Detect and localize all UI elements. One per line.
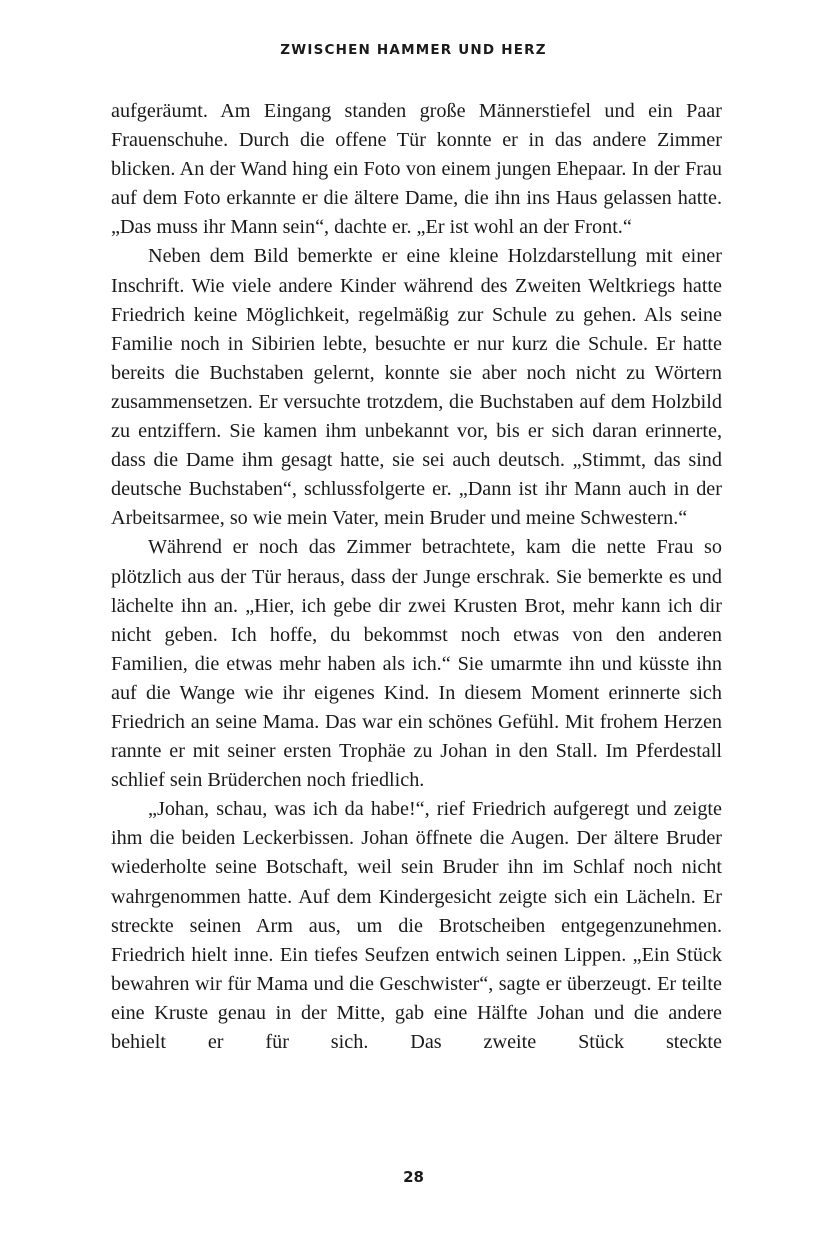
paragraph: aufgeräumt. Am Eingang standen große Männerstiefel und ein Paar Frauenschuhe. Durch die offene Tür konnte er in das andere Zimmer blicken. An der Wand hing ein Foto von einem jungen Ehepaar. In der Frau auf dem Foto erkannte er die ältere Dame, die ihn ins Haus gelassen hatte. „Das muss ihr Mann sein“, dachte er. „Er ist wohl an der Front.“ [111,100,722,239]
paragraph: „Johan, schau, was ich da habe!“, rief Friedrich aufgeregt und zeigte ihm die beiden Leckerbissen. Johan öffnete die Augen. Der ältere Bruder wiederholte seine Botschaft, weil sein Bruder ihn im Schlaf noch nicht wahrgenommen hatte. Auf dem Kindergesicht zeigte sich ein Lächeln. Er streckte seinen Arm aus, um die Brotscheiben entgegenzunehmen. Friedrich hielt inne. Ein tiefes Seufzen entwich seinen Lippen. „Ein Stück bewahren wir für Mama und die Geschwister“, sagte er überzeugt. Er teilte eine Kruste genau in der Mitte, gab eine Hälfte Johan und die andere behielt er für sich. Das zweite Stück steckte [111,798,722,1053]
paragraph: Neben dem Bild bemerkte er eine kleine Holzdarstellung mit einer Inschrift. Wie viele andere Kinder während des Zweiten Weltkriegs hatte Friedrich keine Möglichkeit, regelmäßig zur Schule zu gehen. Als seine Familie noch in Sibirien lebte, besuchte er nur kurz die Schule. Er hatte bereits die Buchstaben gelernt, konnte sie aber noch nicht zu Wörtern zusammensetzen. Er versuchte trotzdem, die Buchstaben auf dem Holzbild zu entziffern. Sie kamen ihm unbekannt vor, bis er sich daran erinnerte, dass die Dame ihm gesagt hatte, sie sei auch deutsch. „Stimmt, das sind deutsche Buchstaben“, schlussfolgerte er. „Dann ist ihr Mann auch in der Arbeitsarmee, so wie mein Vater, mein Bruder und meine Schwestern.“ [111,245,722,530]
running-head: ZWISCHEN HAMMER UND HERZ [280,42,547,58]
page-number: 28 [403,1168,424,1186]
body-text [111,97,722,1057]
paragraph: Während er noch das Zimmer betrachtete, kam die nette Frau so plötzlich aus der Tür heraus, dass der Junge erschrak. Sie bemerkte es und lächelte ihn an. „Hier, ich gebe dir zwei Krusten Brot, mehr kann ich dir nicht geben. Ich hoffe, du bekommst noch etwas von den anderen Familien, die etwas mehr haben als ich.“ Sie umarmte ihn und küsste ihn auf die Wange wie ihr eigenes Kind. In diesem Moment erinnerte sich Friedrich an seine Mama. Das war ein schönes Gefühl. Mit frohem Herzen rannte er mit seiner ersten Trophäe zu Johan in den Stall. Im Pferdestall schlief sein Brüderchen noch friedlich. [111,536,722,792]
